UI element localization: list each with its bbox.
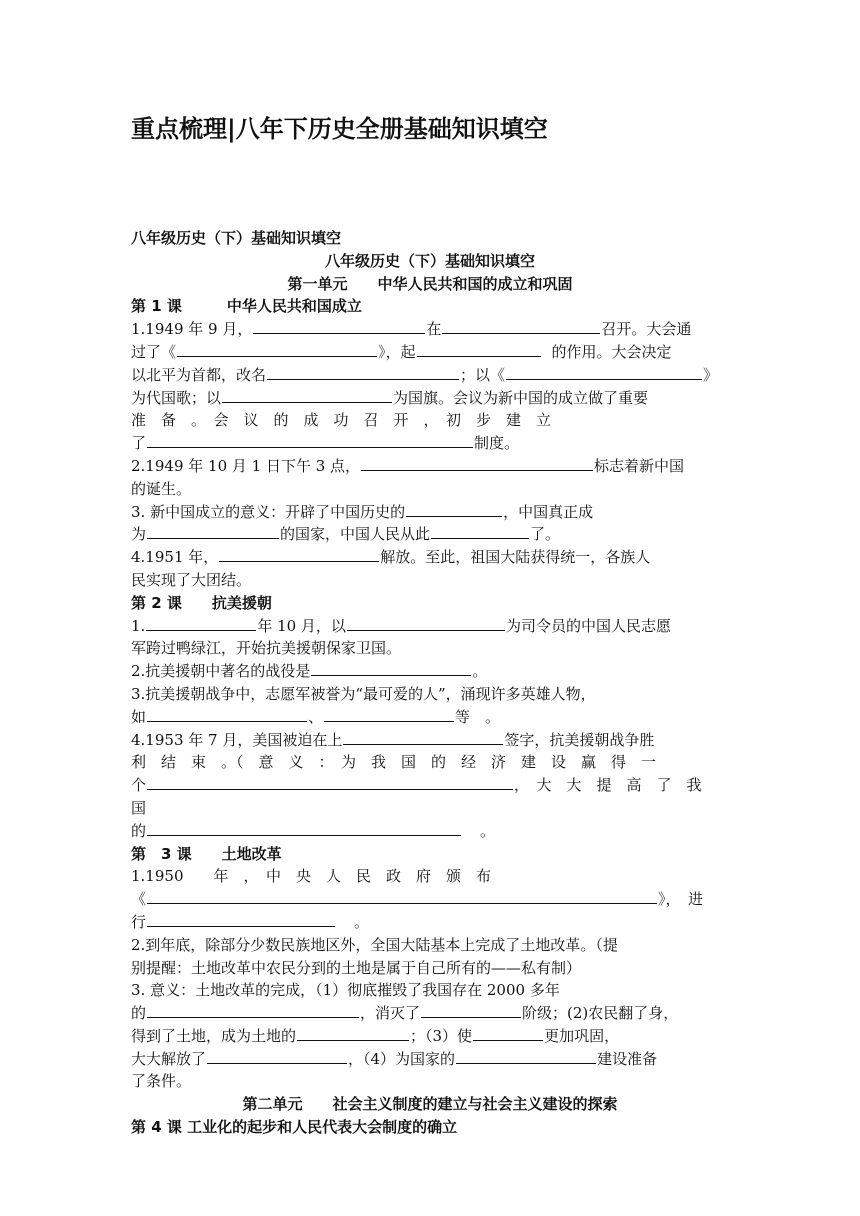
- blank[interactable]: [361, 455, 593, 471]
- unit-2-heading: 第二单元 社会主义制度的建立与社会主义建设的探索: [242, 1095, 618, 1114]
- blank[interactable]: [147, 774, 513, 790]
- blank[interactable]: [421, 1002, 521, 1018]
- lesson-1-question-4: 4.1951 年， 解放。至此，祖国大陆获得统一，各族人 民实现了大团结。: [131, 548, 651, 589]
- blank[interactable]: [147, 523, 279, 539]
- document-body: [131, 227, 729, 1139]
- blank[interactable]: [267, 364, 459, 380]
- blank[interactable]: [311, 660, 471, 676]
- blank[interactable]: [147, 432, 473, 448]
- blank[interactable]: [343, 729, 503, 745]
- blank[interactable]: [473, 1025, 543, 1041]
- page-title: 重点梳理|八年下历史全册基础知识填空: [131, 115, 548, 143]
- blank[interactable]: [506, 364, 702, 380]
- blank[interactable]: [207, 1048, 347, 1064]
- blank[interactable]: [147, 1002, 359, 1018]
- blank[interactable]: [442, 318, 600, 334]
- lesson-3-question-2: 2.到年底，除部分少数民族地区外，全国大陆基本上完成了土地改革。（提 别提醒：土地改革中农民分到的土地是属于自己所有的——私有制）: [131, 935, 618, 977]
- lesson-1-question-2: 2.1949 年 10 月 1 日下午 3 点， 标志着新中国 的诞生。: [131, 456, 685, 498]
- blank[interactable]: [297, 1025, 409, 1041]
- blank[interactable]: [406, 501, 502, 517]
- blank[interactable]: [147, 706, 307, 722]
- blank[interactable]: [417, 341, 541, 357]
- lesson-1-question-1: 1.1949 年 9 月， 在 召开。大会通 过了《 》，起 的作用。大会决定 以北平为首都，改名 ；以《 》 为代国歌；以 为国旗。会议为新中国的成立做了重要 准 备 。 会 议 的 成 功 召 开 ， 初 步 建 立 了 制度。: [131, 320, 719, 453]
- blank[interactable]: [147, 911, 335, 927]
- blank[interactable]: [146, 615, 256, 631]
- lesson-2-question-1: 1. 年 10 月，以 为司令员的中国人民志愿 军跨过鸭绿江，开始抗美援朝保家卫国。: [131, 616, 671, 658]
- lesson-2-question-4: 4.1953 年 7 月，美国被迫在上 签字，抗美援朝战争胜 利 结 束 。（ 意 义 ： 为 我 国 的 经 济 建 设 赢 得 一 个 ， 大 大 提 高 了 我 国 的 。: [131, 730, 717, 840]
- lesson-2-heading: 第 2 课 抗美援朝: [131, 593, 272, 612]
- blank[interactable]: [347, 615, 505, 631]
- blank[interactable]: [324, 706, 454, 722]
- blank[interactable]: [219, 546, 379, 562]
- lesson-2-question-3: 3.抗美援朝战争中，志愿军被誉为“最可爱的人”，涌现许多英雄人物， 如 、 等 。: [131, 684, 596, 726]
- blank[interactable]: [253, 318, 425, 334]
- blank[interactable]: [456, 1048, 596, 1064]
- subtitle: 八年级历史（下）基础知识填空: [131, 229, 342, 247]
- blank[interactable]: [222, 387, 392, 403]
- lesson-3-heading: 第 3 课 土地改革: [131, 844, 282, 863]
- lesson-3-question-1: 1.1950 年 ， 中 央 人 民 政 府 颁 布 《 》， 进 行 。: [131, 867, 704, 931]
- blank[interactable]: [147, 888, 657, 904]
- doc-title: 八年级历史（下）基础知识填空: [324, 251, 535, 270]
- lesson-2-question-2: 2.抗美援朝中著名的战役是 。: [131, 662, 488, 681]
- blank[interactable]: [431, 523, 529, 539]
- lesson-3-question-3: 3. 意义：土地改革的完成，（1）彻底摧毁了我国存在 2000 多年 的 ，消灭了 阶级；(2)农民翻了身， 得到了土地，成为土地的 ；（3）使 更加巩固， 大大解放了 ，（4）为国家的 建设准备 了条件。: [131, 981, 679, 1091]
- lesson-4-heading: 第 4 课 工业化的起步和人民代表大会制度的确立: [131, 1118, 458, 1137]
- blank[interactable]: [177, 341, 377, 357]
- lesson-1-question-3: 3. 新中国成立的意义：开辟了中国历史的 ，中国真正成 为 的国家，中国人民从此 了。: [131, 502, 594, 544]
- unit-1-heading: 第一单元 中华人民共和国的成立和巩固: [287, 274, 573, 293]
- lesson-1-heading: 第 1 课 中华人民共和国成立: [131, 297, 362, 316]
- blank[interactable]: [147, 820, 461, 836]
